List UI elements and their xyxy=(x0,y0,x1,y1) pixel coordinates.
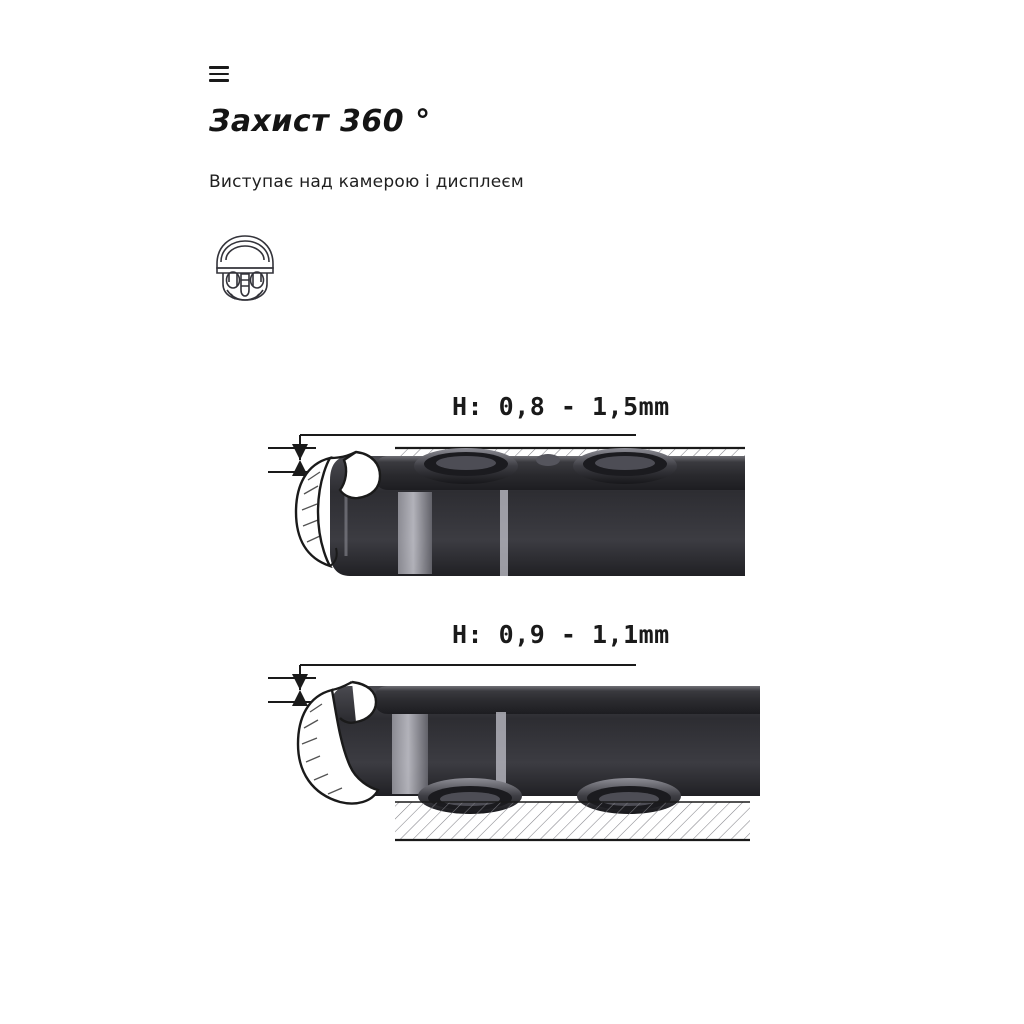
display-height-label: H: 0,9 - 1,1mm xyxy=(452,620,670,649)
protection-diagram xyxy=(0,360,1024,880)
page-subtitle: Виступає над камерою і дисплеєм xyxy=(209,172,524,192)
camera-height-label: H: 0,8 - 1,5mm xyxy=(452,392,670,421)
menu-bar-2 xyxy=(209,73,229,76)
menu-bar-1 xyxy=(209,66,229,69)
hamburger-menu-icon[interactable] xyxy=(209,62,233,86)
page-title: Захист 360 ° xyxy=(209,104,431,139)
camera-side-group xyxy=(268,435,745,576)
display-side-group xyxy=(268,665,760,840)
armorstandart-helmet-logo xyxy=(203,228,287,308)
menu-bar-3 xyxy=(209,79,229,82)
